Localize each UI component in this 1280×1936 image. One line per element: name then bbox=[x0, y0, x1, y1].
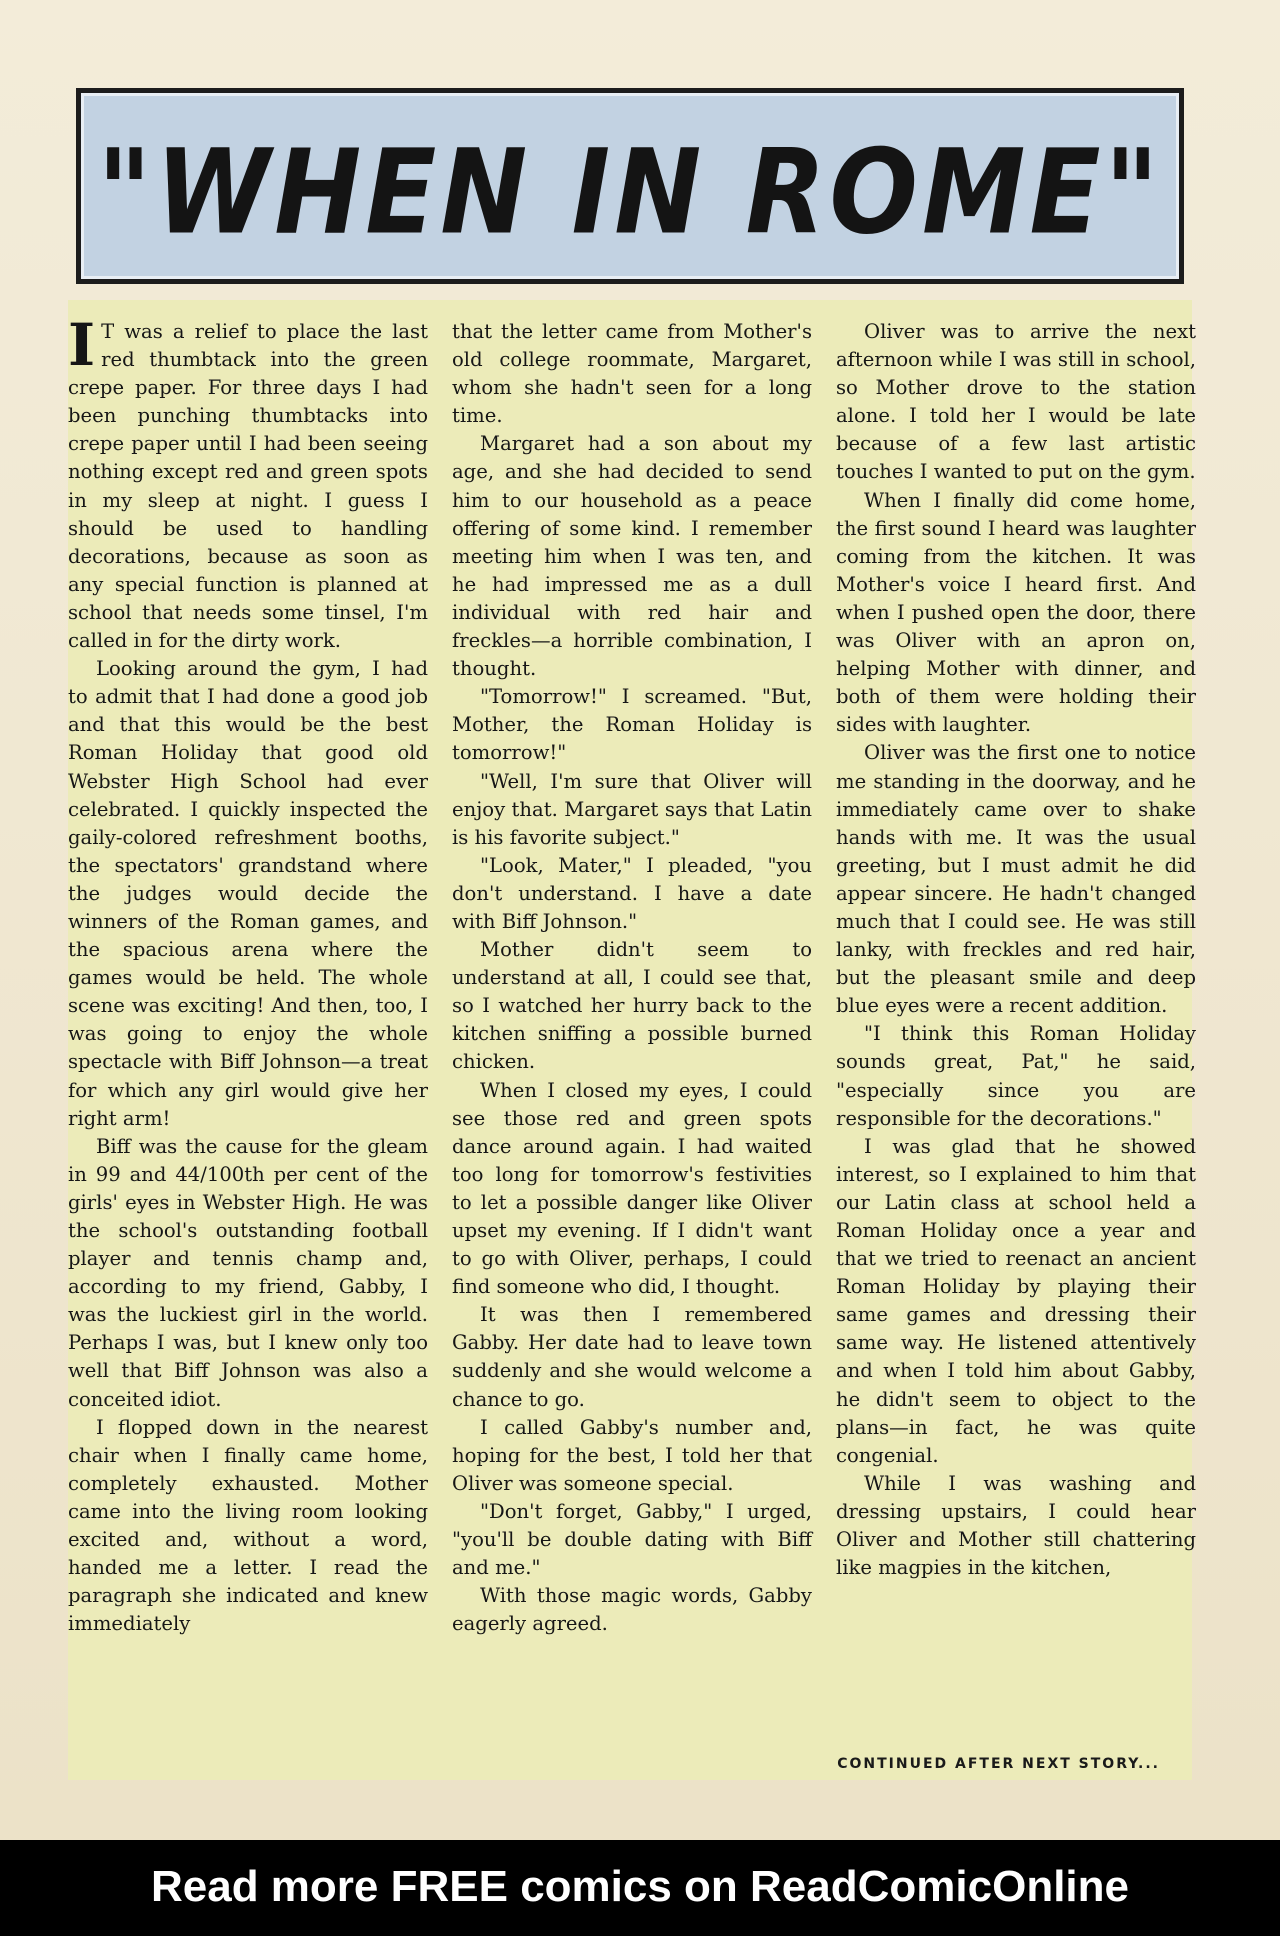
paragraph: "Tomorrow!" I screamed. "But, Mother, the Roman Holiday is tomorrow!" bbox=[452, 685, 812, 765]
paragraph: I flopped down in the nearest chair when I finally came home, completely exhausted. Mother came into the living room looking excited and, without a word, handed me a letter. I read the paragraph she indicated and knew immediately bbox=[68, 1415, 428, 1636]
text-column-2 bbox=[452, 318, 812, 1638]
paragraph: Oliver was to arrive the next afternoon while I was still in school, so Mother drove to the station alone. I told her I would be late because of a few last artistic touches I wanted to put on the gym. bbox=[836, 320, 1196, 484]
paragraph: With those magic words, Gabby eagerly agreed. bbox=[452, 1584, 812, 1636]
paragraph: that the letter came from Mother's old college roommate, Margaret, whom she hadn't seen for a long time. bbox=[452, 320, 812, 428]
story-text-panel bbox=[68, 300, 1196, 1780]
text-column-3 bbox=[836, 318, 1196, 1582]
paragraph: "Don't forget, Gabby," I urged, "you'll be double dating with Biff and me." bbox=[452, 1499, 812, 1580]
paragraph: "Look, Mater," I pleaded, "you don't understand. I have a date with Biff Johnson." bbox=[452, 853, 812, 933]
paragraph: When I closed my eyes, I could see those red and green spots dance around again. I had waited too long for tomorrow's festivities to let a possible danger like Oliver upset my evening. If I didn't want to go with Oliver, perhaps, I could find someone who did, I thought. bbox=[452, 1078, 812, 1299]
story-title: "WHEN IN ROME" bbox=[97, 123, 1163, 261]
drop-cap: I bbox=[68, 311, 96, 379]
paragraph: While I was washing and dressing upstairs, I could hear Oliver and Mother still chattering like magpies in the kitchen, bbox=[836, 1471, 1196, 1580]
paragraph: When I finally did come home, the first sound I heard was laughter coming from the kitchen. It was Mother's voice I heard first. And when I pushed open the door, there was Oliver with an apron on, helping Mother with dinner, and both of them were holding their sides with laughter. bbox=[836, 488, 1196, 737]
paragraph: I called Gabby's number and, hoping for the best, I told her that Oliver was someone special. bbox=[452, 1415, 812, 1495]
paragraph: Biff was the cause for the gleam in 99 and 44/100th per cent of the girls' eyes in Webster High. He was the school's outstanding football player and tennis champ and, according to my friend, Gabby, I was the luckiest girl in the world. Perhaps I was, but I knew only too well that Biff Johnson was also a conceited idiot. bbox=[68, 1134, 428, 1411]
paragraph: Oliver was the first one to notice me standing in the doorway, and he immediately came over to shake hands with me. It was the usual greeting, but I must admit he did appear sincere. He hadn't changed much that I could see. He was still lanky, with freckles and red hair, but the pleasant smile and deep blue eyes were a recent addition. bbox=[836, 741, 1196, 1018]
text-column-1 bbox=[68, 311, 428, 1638]
paragraph: Mother didn't seem to understand at all, I could see that, so I watched her hurry back to the kitchen sniffing a possible burned chicken. bbox=[452, 938, 812, 1074]
paragraph: I T was a relief to place the last red thumbtack into the green crepe paper. For three days I had been punching thumbtacks into crepe paper until I had been seeing nothing except red and green spots in my sleep at night. I guess I should be used to handling decorations, because as soon as any special function is planned at school that needs some tinsel, I'm called in for the dirty work. bbox=[68, 311, 428, 653]
paragraph: Looking around the gym, I had to admit that I had done a good job and that this would be the best Roman Holiday that good old Webster High School had ever celebrated. I quickly inspected the gaily-colored refreshment booths, the spectators' grandstand where the judges would decide the winners of the Roman games, and the spacious arena where the games would be held. The whole scene was exciting! And then, too, I was going to enjoy the whole spectacle with Biff Johnson—a treat for which any girl would give her right arm! bbox=[68, 657, 428, 1130]
paragraph: I was glad that he showed interest, so I explained to him that our Latin class at school held a Roman Holiday once a year and that we tried to reenact an ancient Roman Holiday by playing their same games and dressing their same way. He listened attentively and when I told him about Gabby, he didn't seem to object to the plans—in fact, he was quite congenial. bbox=[836, 1134, 1196, 1467]
promo-banner[interactable] bbox=[0, 1840, 1280, 1936]
paragraph: Margaret had a son about my age, and she had decided to send him to our household as a peace offering of some kind. I remember meeting him when I was ten, and he had impressed me as a dull individual with red hair and freckles—a horrible combination, I thought. bbox=[452, 432, 812, 681]
title-panel bbox=[76, 88, 1184, 284]
paragraph: It was then I remembered Gabby. Her date had to leave town suddenly and she would welcome a chance to go. bbox=[452, 1303, 812, 1411]
continued-note: CONTINUED AFTER NEXT STORY... bbox=[837, 1756, 1160, 1772]
paragraph: "I think this Roman Holiday sounds great, Pat," he said, "especially since you are responsible for the decorations." bbox=[836, 1022, 1196, 1130]
paragraph: "Well, I'm sure that Oliver will enjoy that. Margaret says that Latin is his favorite subject." bbox=[452, 769, 812, 849]
promo-banner-text[interactable]: Read more FREE comics on ReadComicOnline bbox=[150, 1862, 1129, 1911]
